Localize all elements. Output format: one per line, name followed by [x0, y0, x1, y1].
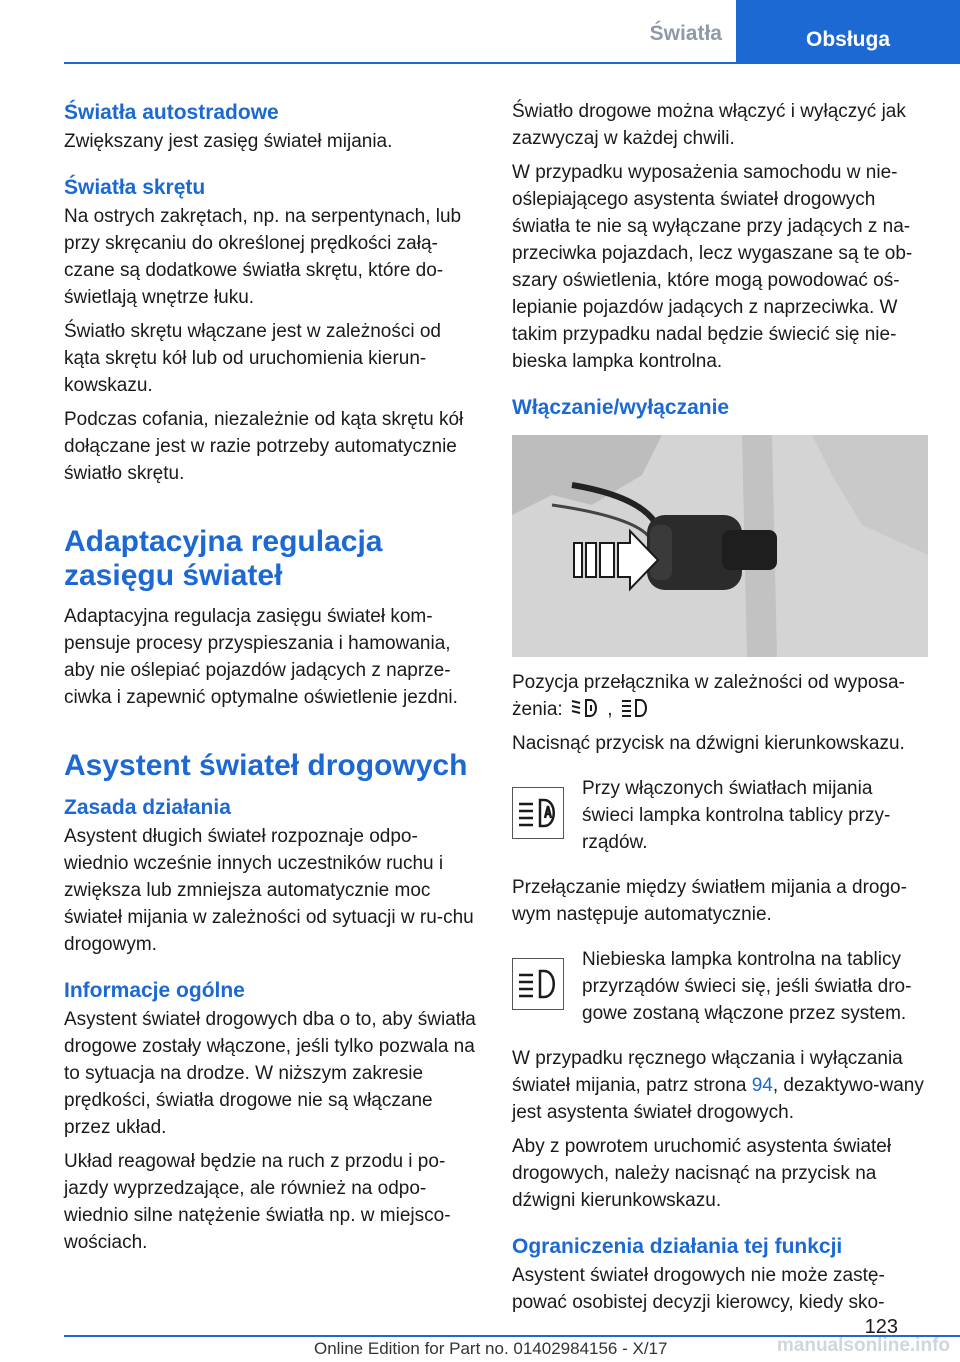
nonglare-text: W przypadku wyposażenia samochodu w nie-oślepiającego asystenta świateł drogowych światła te nie są wyłączane przy jadących z na-przeciwka pojazdach, lecz wygaszane są te ob-szary oświetlenia, które mogą powodować oś-lepianie pojazdów jadących z naprzeciwka. W takim przypadku nadal będzie świecić się nie-bieska lampka kontrolna. [512, 162, 913, 372]
general-info-p1: Asystent świateł drogowych dba o to, aby światła drogowe zostały włączone, jeśli tylko pozwala na to sytuacja na drodze. W niższym zakresie prędkości, światła drogowe nie są włączane przez układ. [64, 1009, 476, 1138]
cornering-lights-title: Światła skrętu [64, 176, 206, 199]
left-column [64, 98, 480, 1256]
lever-illustration [512, 435, 928, 657]
cornering-lights-p3: Podczas cofania, niezależnie od kąta skrętu kół dołączane jest w razie potrzeby automatycznie światło skrętu. [64, 409, 464, 484]
cornering-lights-p2: Światło skrętu włączane jest w zależności od kąta skrętu kół lub od uruchomienia kierun-kowskazu. [64, 321, 442, 396]
highway-lights-title: Światła autostradowe [64, 101, 279, 124]
general-info-title: Informacje ogólne [64, 979, 245, 1002]
page-header [0, 0, 960, 62]
principle-title: Zasada działania [64, 796, 231, 819]
header-rule [64, 62, 960, 64]
note-high-beam-text: Niebieska lampka kontrolna na tablicy przyrządów świeci się, jeśli światła dro-gowe zostaną włączone przez system. [582, 949, 912, 1024]
note-high-beam [512, 946, 928, 1027]
general-info-p2: Układ reagował będzie na ruch z przodu i po-jazdy wyprzedzające, ale również na odpo-wiednio silne natężenie światła np. w miejsco-wościach. [64, 1151, 451, 1253]
note-low-beam [512, 775, 928, 856]
note-low-beam-text: Przy włączonych światłach mijania świeci lampka kontrolna tablicy przy-rządów. [582, 778, 891, 853]
section-tab[interactable]: Obsługa [736, 0, 960, 62]
page-ref-link[interactable]: 94 [751, 1075, 773, 1096]
manual-switch-text: Światło drogowe można włączyć i wyłączyć jak zazwyczaj w każdej chwili. [512, 101, 906, 149]
limitations-title: Ograniczenia działania tej funkcji [512, 1235, 843, 1258]
cornering-lights-p1: Na ostrych zakrętach, np. na serpentynach, lub przy skręcaniu do określonej prędkości załą-czane są dodatkowe światła skrętu, które do-świetlają wnętrze łuku. [64, 206, 462, 308]
high-beam-assist-symbol-icon [568, 699, 607, 720]
adaptive-range-text: Adaptacyjna regulacja zasięgu świateł kom-pensuje procesy przyspieszania i hamowania, aby nie oślepiać pojazdów jadących z naprze-ciwka i zapewnić optymalne oświetlenie jezdni. [64, 606, 458, 708]
adaptive-range-heading: Adaptacyjna regulacja zasięgu świateł [64, 525, 383, 592]
right-column [512, 98, 928, 1316]
auto-switch-text: Przełączanie między światłem mijania a drogo-wym następuje automatycznie. [512, 877, 907, 925]
watermark: manualsonline.info [776, 1335, 950, 1356]
high-beam-symbol-icon [618, 699, 652, 720]
edition-text: Online Edition for Part no. 01402984156 - X/17 [314, 1339, 668, 1358]
high-beam-indicator-icon [512, 958, 564, 1010]
press-lever-text: Nacisnąć przycisk na dźwigni kierunkowskazu. [512, 733, 905, 754]
turn-signal-lever-image [512, 435, 928, 657]
manual-override-text: W przypadku ręcznego włączania i wyłączania świateł mijania, patrz strona 94, dezaktywo-wany jest asystenta świateł drogowych. [512, 1048, 924, 1123]
principle-text: Asystent długich świateł rozpoznaje odpo-wiednio wcześnie innych uczestników ruchu i zwiększa lub zmniejsza automatycznie moc świateł mijania w zależności od sytuacji w ru-chu drogowym. [64, 826, 474, 955]
limitations-text: Asystent świateł drogowych nie może zastę-pować osobistej decyzji kierowcy, kiedy sko- [512, 1265, 885, 1313]
high-beam-assist-heading: Asystent świateł drogowych [64, 749, 468, 782]
high-beam-assist-indicator-icon [512, 787, 564, 839]
highway-lights-text: Zwiększany jest zasięg świateł mijania. [64, 131, 393, 152]
on-off-title: Włączanie/wyłączanie [512, 396, 730, 419]
footer-rule [64, 1335, 896, 1337]
reactivate-text: Aby z powrotem uruchomić asystenta świateł drogowych, należy nacisnąć na przycisk na dźwigni kierunkowskazu. [512, 1136, 892, 1211]
switch-position-caption: Pozycja przełącznika w zależności od wyposa-żenia: , [512, 672, 905, 720]
page-number: 123 [864, 1316, 898, 1338]
chapter-tab[interactable]: Światła [649, 22, 722, 45]
